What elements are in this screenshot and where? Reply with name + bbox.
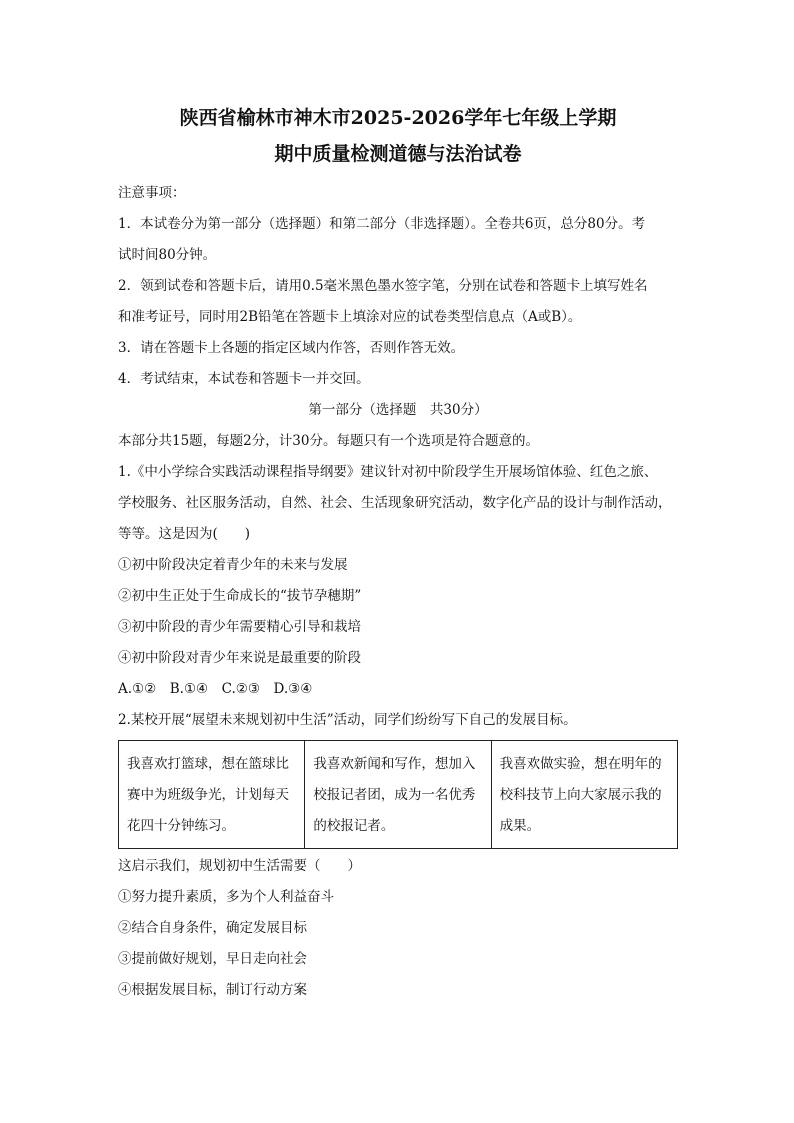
q1-stem-line-a: 1.《中小学综合实践活动课程指导纲要》建议针对初中阶段学生开展场馆体验、红色之旅、 xyxy=(118,464,658,480)
q2-option-4: ④根据发展目标，制订行动方案 xyxy=(118,982,307,998)
notes-section xyxy=(118,178,678,395)
question-1 xyxy=(118,457,678,705)
note-2-line-b: 和准考证号，同时用2B铅笔在答题卡上填涂对应的试卷类型信息点（A或B）。 xyxy=(118,309,582,325)
q1-stem-line-b: 学校服务、社区服务活动，自然、社会、生活现象研究活动，数字化产品的设计与制作活动， xyxy=(118,495,672,511)
goal-cell-experiment: 我喜欢做实验，想在明年的校科技节上向大家展示我的成果。 xyxy=(491,741,677,849)
exam-title xyxy=(118,100,678,172)
note-3: 3．请在答题卡上各题的指定区域内作答，否则作答无效。 xyxy=(118,340,465,356)
q1-choices: A.①② B.①④ C.②③ D.③④ xyxy=(118,681,313,697)
exam-page xyxy=(118,100,678,1006)
q2-stem: 2.某校开展“展望未来规划初中生活”活动，同学们纷纷写下自己的发展目标。 xyxy=(118,712,577,728)
q1-option-2: ②初中生正处于生命成长的“拔节孕穗期” xyxy=(118,588,362,604)
note-1-line-a: 1．本试卷分为第一部分（选择题）和第二部分（非选择题）。全卷共6页，总分80分。考 xyxy=(118,216,646,232)
table-row xyxy=(119,741,678,849)
note-4: 4．考试结束，本试卷和答题卡一并交回。 xyxy=(118,371,370,387)
q1-option-4: ④初中阶段对青少年来说是最重要的阶段 xyxy=(118,650,361,666)
q1-option-1: ①初中阶段决定着青少年的未来与发展 xyxy=(118,557,348,573)
note-1-line-b: 试时间80分钟。 xyxy=(118,247,217,263)
goal-cell-journalism: 我喜欢新闻和写作，想加入校报记者团，成为一名优秀的校报记者。 xyxy=(305,741,491,849)
goals-table xyxy=(118,740,678,849)
note-2-line-a: 2．领到试卷和答题卡后，请用0.5毫米黑色墨水签字笔，分别在试卷和答题卡上填写姓名 xyxy=(118,278,648,294)
part1-intro: 本部分共15题，每题2分，计30分。每题只有一个选项是符合题意的。 xyxy=(118,433,539,449)
title-line-2: 期中质量检测道德与法治试卷 xyxy=(274,143,522,165)
title-line-1: 陕西省榆林市神木市2025-2026学年七年级上学期 xyxy=(179,107,617,129)
q2-prompt: 这启示我们，规划初中生活需要（ ） xyxy=(118,858,361,874)
q1-option-3: ③初中阶段的青少年需要精心引导和栽培 xyxy=(118,619,361,635)
question-2 xyxy=(118,705,678,1006)
part1-heading: 第一部分（选择题 共30分） xyxy=(308,402,488,418)
q1-stem-line-c: 等等。这是因为( ) xyxy=(118,526,251,542)
goal-cell-basketball: 我喜欢打篮球，想在篮球比赛中为班级争光，计划每天花四十分钟练习。 xyxy=(119,741,305,849)
q2-option-1: ①努力提升素质，多为个人利益奋斗 xyxy=(118,889,334,905)
q2-option-2: ②结合自身条件，确定发展目标 xyxy=(118,920,307,936)
notes-heading: 注意事项： xyxy=(118,185,186,201)
q2-option-3: ③提前做好规划，早日走向社会 xyxy=(118,951,307,967)
